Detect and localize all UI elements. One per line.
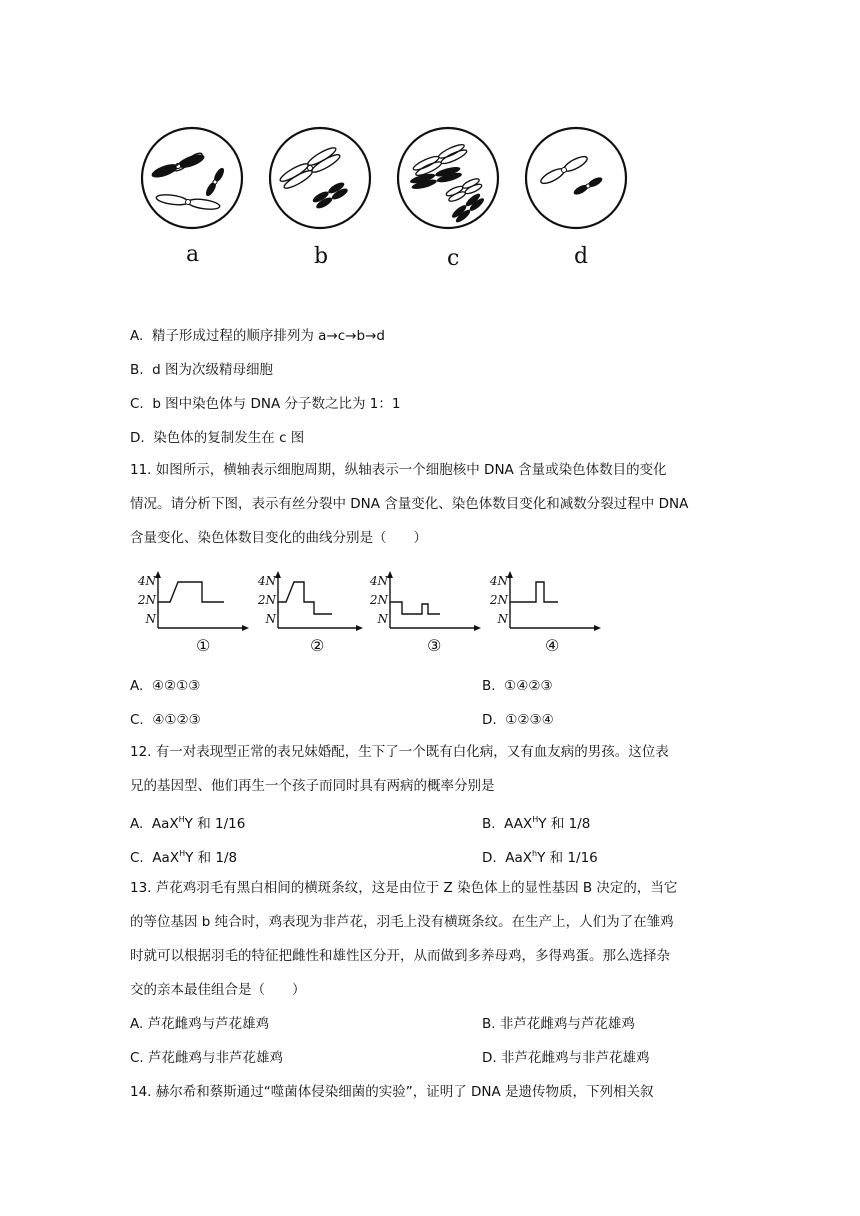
q13-option-a: A. 芦花雌鸡与芦花雄鸡 xyxy=(130,1016,270,1032)
graph-3-axis-labels xyxy=(364,572,388,629)
axis-2n: 2N xyxy=(257,593,276,607)
axis-4n: 4N xyxy=(257,574,276,588)
q11-stem-line1: 11. 如图所示，横轴表示细胞周期，纵轴表示一个细胞核中 DNA 含量或染色体数目的变化 xyxy=(130,462,667,478)
q12-option-a: A. AaX$^H$Y 和 1/16 xyxy=(130,815,246,832)
q13-stem-line1: 13. 芦花鸡羽毛有黑白相间的横斑条纹，这是由位于 Z 染色体上的显性基因 B 决定的，当它 xyxy=(130,880,678,896)
q10-option-c: C. b 图中染色体与 DNA 分子数之比为 1：1 xyxy=(130,396,401,412)
axis-n: N xyxy=(145,612,156,626)
cell-b xyxy=(270,128,370,228)
q12-stem-line1: 12. 有一对表现型正常的表兄妹婚配，生下了一个既有白化病，又有血友病的男孩。这位表 xyxy=(130,744,669,760)
graph-4-axis-labels xyxy=(484,572,508,629)
q12-option-d: D. AaX$^h$Y 和 1/16 xyxy=(482,849,598,866)
q11-stem-line3: 含量变化、染色体数目变化的曲线分别是（ ） xyxy=(130,530,427,546)
cell-label-c: c xyxy=(447,246,460,271)
graph-2 xyxy=(275,571,363,631)
q10-option-b: B. d 图为次级精母细胞 xyxy=(130,362,274,378)
graph-number-1: ① xyxy=(196,636,211,655)
cell-label-b: b xyxy=(314,244,329,269)
q11-option-b: B. ①④②③ xyxy=(482,678,553,694)
q11-stem-line2: 情况。请分析下图，表示有丝分裂中 DNA 含量变化、染色体数目变化和减数分裂过程中 DNA xyxy=(130,496,689,512)
axis-2n: 2N xyxy=(137,593,156,607)
q10-option-a: A. 精子形成过程的顺序排列为 a→c→b→d xyxy=(130,328,385,344)
graph-1 xyxy=(155,571,249,631)
axis-4n: 4N xyxy=(137,574,156,588)
cell-label-a: a xyxy=(186,242,200,267)
axis-2n: 2N xyxy=(489,593,508,607)
graph-3 xyxy=(387,571,481,631)
q11-option-c: C. ④①②③ xyxy=(130,712,201,728)
cell-label-d: d xyxy=(574,244,589,269)
axis-n: N xyxy=(265,612,276,626)
axis-4n: 4N xyxy=(489,574,508,588)
q14-stem-line1: 14. 赫尔希和蔡斯通过“噬菌体侵染细菌的实验”，证明了 DNA 是遗传物质，下列相关叙 xyxy=(130,1084,654,1100)
q12-stem-line2: 兄的基因型、他们再生一个孩子而同时具有两病的概率分别是 xyxy=(130,778,495,794)
axis-n: N xyxy=(497,612,508,626)
q13-option-c: C. 芦花雌鸡与非芦花雄鸡 xyxy=(130,1050,284,1066)
graph-1-axis-labels xyxy=(132,572,156,629)
q12-option-b: B. $AAX^HY$ 和 1/8 xyxy=(482,815,591,832)
graph-number-2: ② xyxy=(310,636,325,655)
q13-stem-line3: 时就可以根据羽毛的特征把雌性和雄性区分开，从而做到多养母鸡，多得鸡蛋。那么选择杂 xyxy=(130,948,670,964)
graph-number-3: ③ xyxy=(427,636,442,655)
cell-a xyxy=(142,128,242,228)
q11-option-a: A. ④②①③ xyxy=(130,678,201,694)
q13-option-d: D. 非芦花雌鸡与非芦花雄鸡 xyxy=(482,1050,650,1066)
graph-4 xyxy=(507,571,601,631)
cell-d xyxy=(526,128,626,228)
axis-4n: 4N xyxy=(369,574,388,588)
graph-number-4: ④ xyxy=(545,636,560,655)
q10-option-d: D. 染色体的复制发生在 c 图 xyxy=(130,430,305,446)
graph-2-axis-labels xyxy=(252,572,276,629)
q13-stem-line4: 交的亲本最佳组合是（ ） xyxy=(130,982,306,998)
axis-n: N xyxy=(377,612,388,626)
q11-option-d: D. ①②③④ xyxy=(482,712,554,728)
q13-stem-line2: 的等位基因 b 纯合时，鸡表现为非芦花，羽毛上没有横斑条纹。在生产上，人们为了在雏鸡 xyxy=(130,914,674,930)
cell-c xyxy=(398,128,498,228)
axis-2n: 2N xyxy=(369,593,388,607)
meiosis-cell-diagrams xyxy=(130,120,630,280)
q12-option-c: C. AaX$^H$Y 和 1/8 xyxy=(130,849,238,866)
q13-option-b: B. 非芦花雌鸡与芦花雄鸡 xyxy=(482,1016,635,1032)
